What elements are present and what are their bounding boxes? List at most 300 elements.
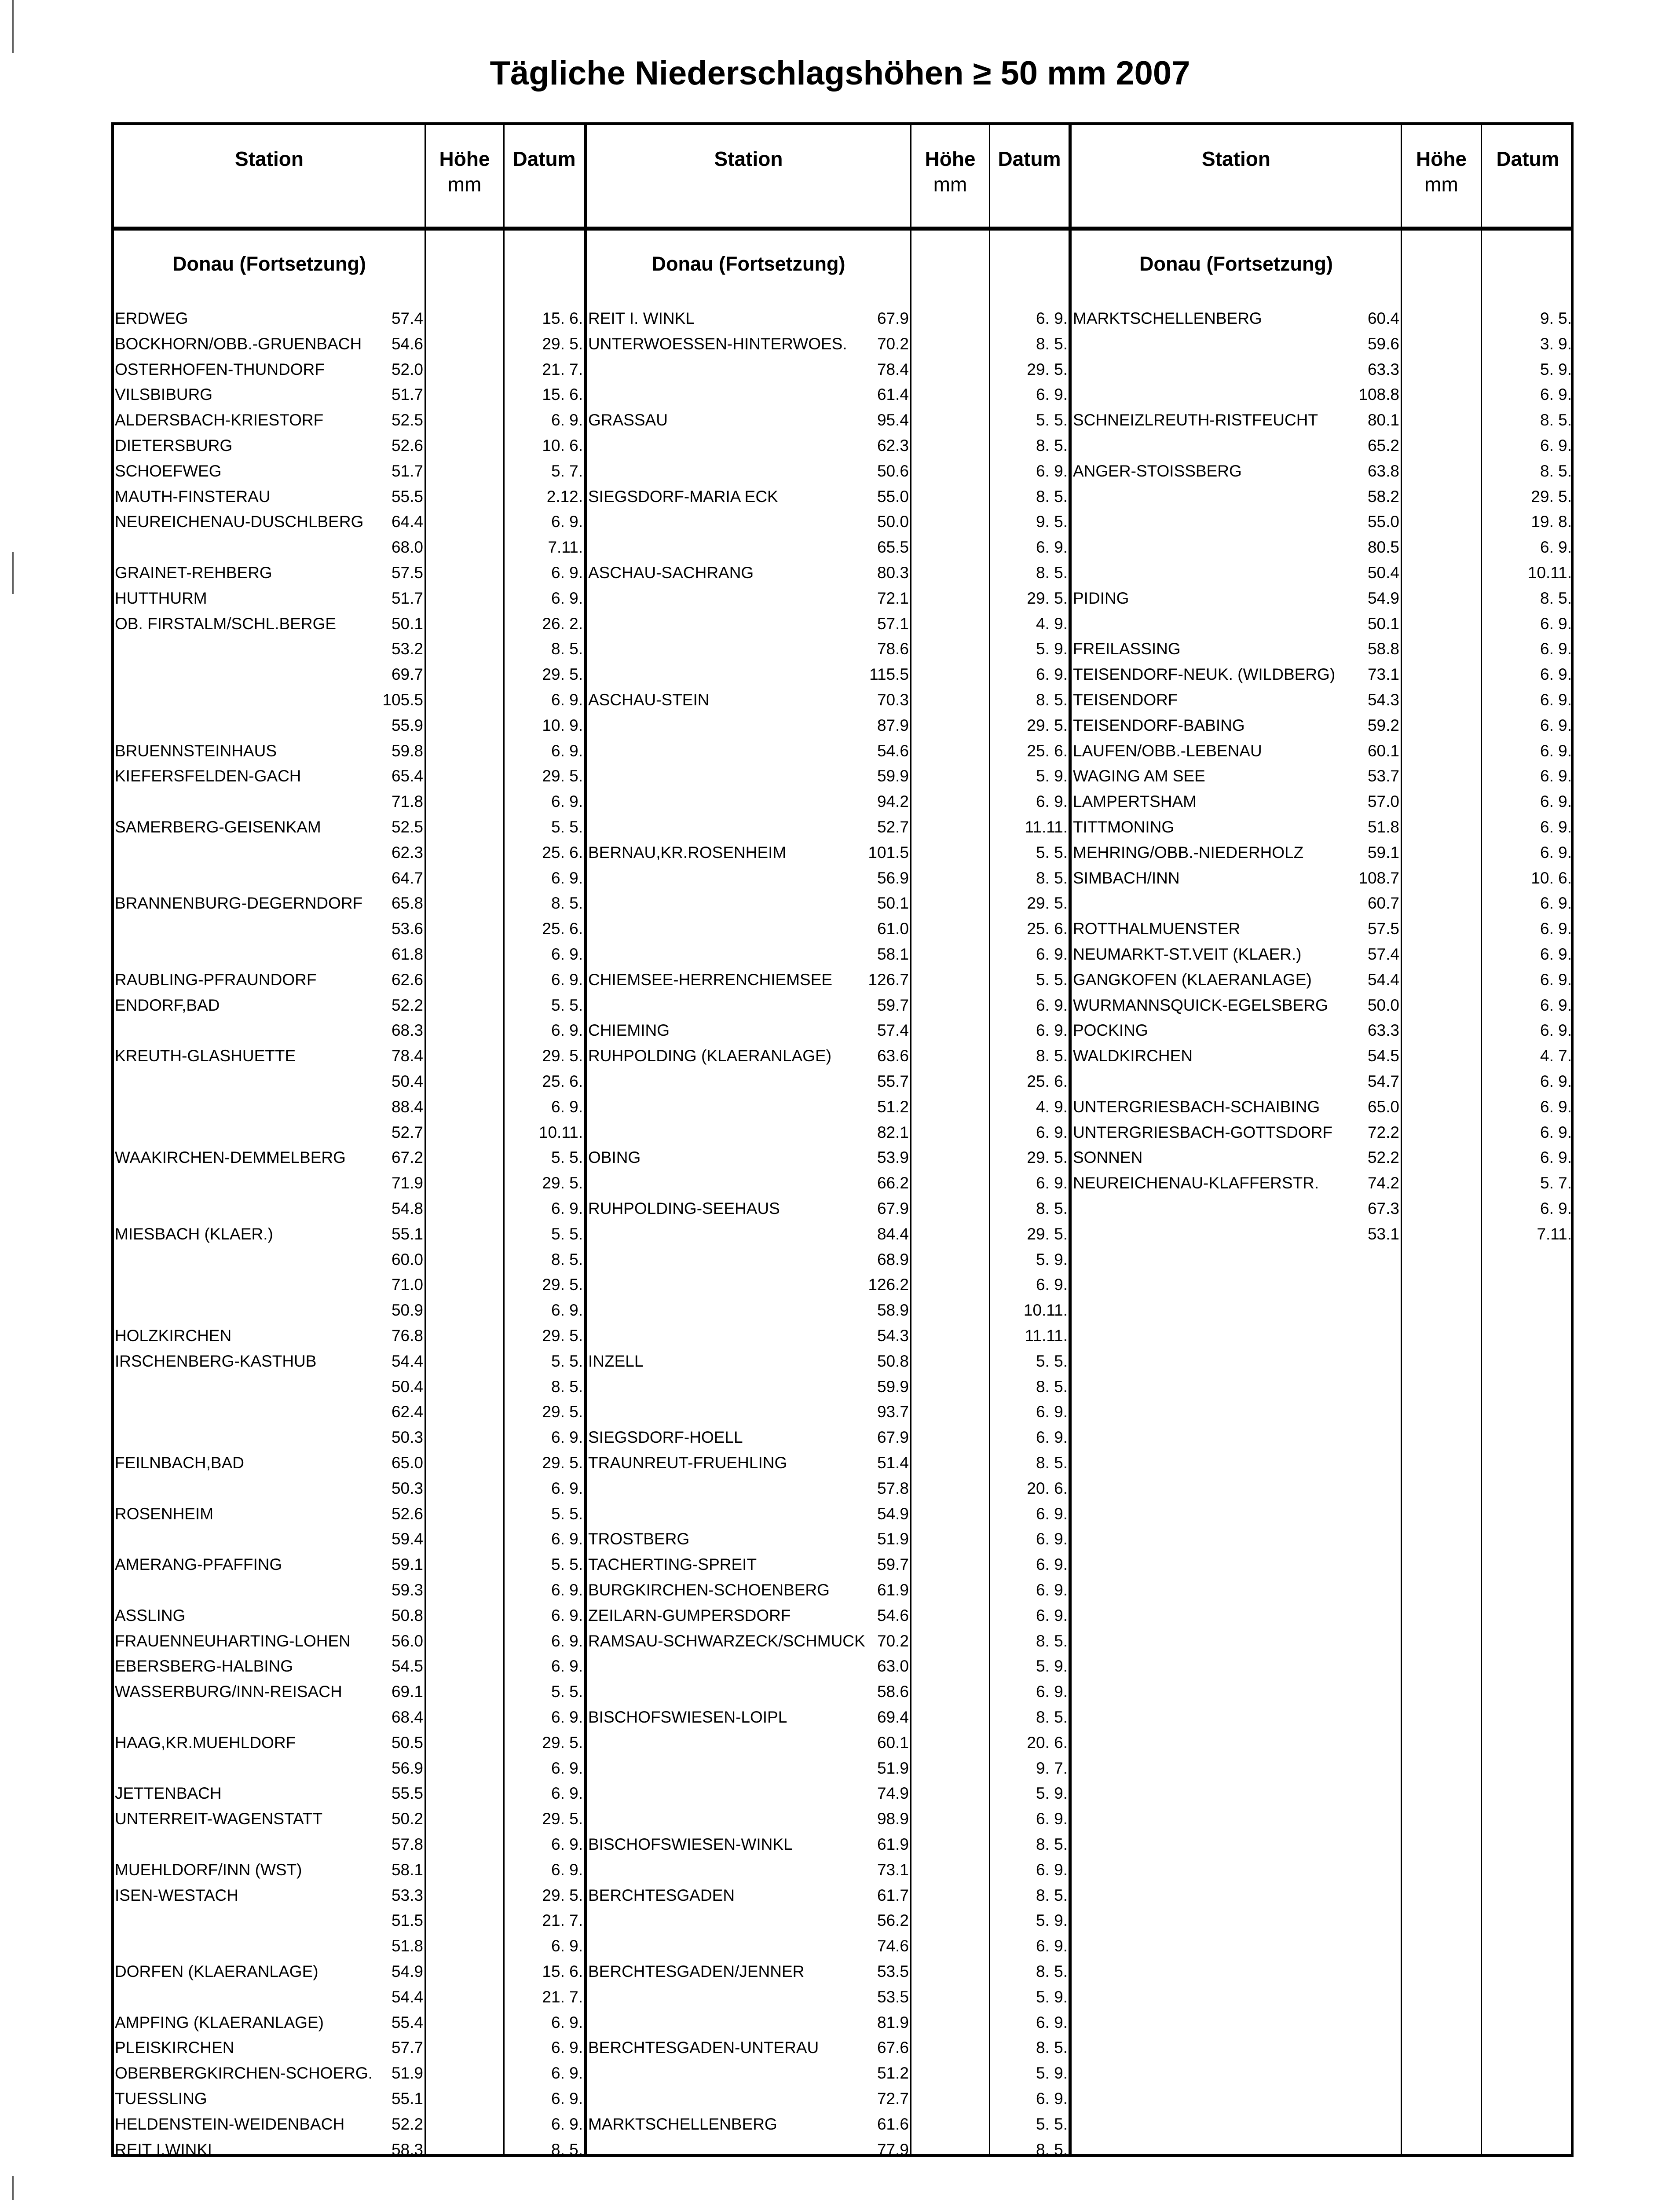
date: 5. 9. [1036, 1987, 1068, 2006]
station-name: BRUENNSTEINHAUS [115, 741, 277, 760]
precip-height: 87.9 [877, 716, 909, 734]
date: 6. 9. [1540, 1072, 1572, 1090]
table-row [0, 2035, 1680, 2061]
date: 29. 5. [542, 1886, 583, 1904]
date: 4. 9. [1036, 1097, 1068, 1116]
precip-height: 57.4 [877, 1021, 909, 1040]
precip-height: 58.6 [877, 1683, 909, 1701]
date: 6. 9. [1540, 792, 1572, 811]
precip-height: 77.9 [877, 2140, 909, 2159]
station-name: PIDING [1073, 589, 1129, 607]
table-row [0, 1526, 1680, 1552]
scan-edge-mark [12, 0, 14, 53]
table-row [0, 713, 1680, 738]
header-datum: Datum [512, 147, 576, 170]
precip-height: 51.8 [1367, 818, 1399, 836]
date: 6. 9. [1036, 1683, 1068, 1701]
precip-height: 55.7 [877, 1072, 909, 1090]
station-name: SIEGSDORF-HOELL [588, 1428, 743, 1447]
date: 5. 7. [1540, 1174, 1572, 1192]
precip-height: 69.1 [391, 1683, 423, 1701]
precip-height: 51.7 [391, 462, 423, 480]
precip-height: 78.6 [877, 640, 909, 658]
date: 6. 9. [551, 1530, 583, 1548]
date: 8. 5. [1036, 2039, 1068, 2057]
date: 6. 9. [1036, 1403, 1068, 1421]
date: 6. 9. [1540, 665, 1572, 684]
precip-height: 54.7 [1367, 1072, 1399, 1090]
precip-height: 50.3 [391, 1428, 423, 1447]
date: 8. 5. [551, 1377, 583, 1396]
station-name: NEUREICHENAU-DUSCHLBERG [115, 513, 364, 531]
date: 6. 9. [1036, 1606, 1068, 1624]
date: 6. 9. [1540, 996, 1572, 1014]
precip-height: 50.3 [391, 1479, 423, 1497]
date: 6. 9. [551, 589, 583, 607]
precip-height: 60.1 [877, 1733, 909, 1752]
table-row [0, 1577, 1680, 1603]
precip-height: 54.6 [877, 741, 909, 760]
header-hoehe: Höhe mm [439, 147, 490, 196]
table-row [0, 1196, 1680, 1221]
precip-height: 51.7 [391, 385, 423, 404]
precip-height: 74.6 [877, 1937, 909, 1955]
precip-height: 61.4 [877, 385, 909, 404]
station-name: GRAINET-REHBERG [115, 564, 272, 582]
precip-height: 126.2 [868, 1276, 909, 1294]
precip-height: 51.9 [877, 1530, 909, 1548]
date: 20. 6. [1027, 1733, 1068, 1752]
precip-height: 63.0 [877, 1657, 909, 1676]
header-station: Station [1202, 147, 1270, 170]
table-row [0, 662, 1680, 687]
station-name: OSTERHOFEN-THUNDORF [115, 360, 325, 378]
date: 10. 9. [542, 716, 583, 734]
table-row [0, 331, 1680, 357]
precip-height: 58.1 [877, 945, 909, 963]
precip-height: 51.8 [391, 1937, 423, 1955]
precip-height: 82.1 [877, 1123, 909, 1141]
precip-height: 50.4 [1367, 564, 1399, 582]
precip-height: 53.6 [391, 920, 423, 938]
date: 6. 9. [551, 691, 583, 709]
date: 6. 9. [1036, 1021, 1068, 1040]
station-name: RUHPOLDING (KLAERANLAGE) [588, 1047, 832, 1065]
precip-height: 54.9 [1367, 589, 1399, 607]
date: 25. 6. [1027, 920, 1068, 938]
station-name: TRAUNREUT-FRUEHLING [588, 1454, 787, 1472]
precip-height: 58.1 [391, 1860, 423, 1879]
date: 6. 9. [551, 1860, 583, 1879]
precip-height: 59.8 [391, 741, 423, 760]
station-name: SCHNEIZLREUTH-RISTFEUCHT [1073, 411, 1318, 429]
precip-height: 71.0 [391, 1276, 423, 1294]
table-row [0, 1628, 1680, 1654]
table-row [0, 1272, 1680, 1298]
precip-height: 70.2 [877, 1632, 909, 1650]
date: 6. 9. [1540, 767, 1572, 785]
table-row [0, 2137, 1680, 2163]
date: 8. 5. [1036, 487, 1068, 506]
precip-height: 51.2 [877, 2064, 909, 2083]
precip-height: 65.5 [877, 538, 909, 557]
date: 6. 9. [1540, 640, 1572, 658]
date: 6. 9. [1036, 1276, 1068, 1294]
table-row [0, 1959, 1680, 1984]
date: 29. 5. [1027, 1148, 1068, 1167]
table-row [0, 891, 1680, 916]
precip-height: 62.6 [391, 970, 423, 989]
station-name: BISCHOFSWIESEN-LOIPL [588, 1708, 787, 1726]
table-row [0, 2061, 1680, 2086]
precip-height: 101.5 [868, 843, 909, 862]
precip-height: 59.9 [877, 767, 909, 785]
station-name: BERCHTESGADEN-UNTERAU [588, 2039, 819, 2057]
table-row [0, 1679, 1680, 1705]
station-name: BURGKIRCHEN-SCHOENBERG [588, 1581, 830, 1599]
header-datum: Datum [1496, 147, 1559, 170]
station-name: OBERBERGKIRCHEN-SCHOERG. [115, 2064, 373, 2083]
date: 6. 9. [551, 741, 583, 760]
table-row [0, 1425, 1680, 1450]
precip-height: 66.2 [877, 1174, 909, 1192]
station-name: DORFEN (KLAERANLAGE) [115, 1962, 318, 1980]
precip-height: 60.1 [1367, 741, 1399, 760]
precip-height: 67.9 [877, 1199, 909, 1217]
date: 7.11. [1537, 1225, 1572, 1243]
date: 20. 6. [1027, 1479, 1068, 1497]
precip-height: 67.6 [877, 2039, 909, 2057]
date: 29. 5. [1027, 894, 1068, 913]
date: 3. 9. [1540, 334, 1572, 353]
precip-height: 54.9 [877, 1504, 909, 1523]
station-name: AMERANG-PFAFFING [115, 1555, 282, 1574]
station-name: AMPFING (KLAERANLAGE) [115, 2013, 324, 2031]
precip-height: 54.4 [391, 1987, 423, 2006]
date: 6. 9. [1036, 996, 1068, 1014]
date: 29. 5. [542, 1403, 583, 1421]
station-name: MUEHLDORF/INN (WST) [115, 1860, 302, 1879]
date: 5. 5. [1036, 411, 1068, 429]
precip-height: 58.3 [391, 2140, 423, 2159]
station-name: ENDORF,BAD [115, 996, 220, 1014]
station-name: HOLZKIRCHEN [115, 1327, 232, 1345]
date: 6. 9. [551, 1428, 583, 1447]
station-name: WURMANNSQUICK-EGELSBERG [1073, 996, 1328, 1014]
date: 6. 9. [551, 1759, 583, 1777]
table-row [0, 763, 1680, 789]
precip-height: 53.9 [877, 1148, 909, 1167]
precip-height: 67.9 [877, 1428, 909, 1447]
date: 29. 5. [1027, 589, 1068, 607]
date: 6. 9. [551, 1581, 583, 1599]
precip-height: 98.9 [877, 1810, 909, 1828]
precip-height: 55.5 [391, 487, 423, 506]
date: 6. 9. [1036, 2090, 1068, 2108]
precip-height: 54.3 [877, 1327, 909, 1345]
precip-height: 51.9 [391, 2064, 423, 2083]
date: 6. 9. [1036, 665, 1068, 684]
station-name: OBING [588, 1148, 641, 1167]
date: 6. 9. [1036, 1530, 1068, 1548]
precip-height: 52.2 [1367, 1148, 1399, 1167]
precip-height: 59.7 [877, 996, 909, 1014]
station-name: NEUREICHENAU-KLAFFERSTR. [1073, 1174, 1319, 1192]
precip-height: 52.0 [391, 360, 423, 378]
precip-height: 57.1 [877, 614, 909, 633]
table-row [0, 1756, 1680, 1781]
table-row [0, 611, 1680, 637]
date: 5. 5. [1036, 2115, 1068, 2133]
precip-height: 80.1 [1367, 411, 1399, 429]
precip-height: 54.6 [877, 1606, 909, 1624]
precip-height: 78.4 [877, 360, 909, 378]
precip-height: 64.7 [391, 869, 423, 887]
date: 7.11. [548, 538, 583, 557]
station-name: LAMPERTSHAM [1073, 792, 1197, 811]
station-name: BERNAU,KR.ROSENHEIM [588, 843, 787, 862]
station-name: FREILASSING [1073, 640, 1181, 658]
date: 6. 9. [551, 1708, 583, 1726]
precip-height: 62.3 [877, 436, 909, 455]
date: 6. 9. [1540, 843, 1572, 862]
table-row [0, 2086, 1680, 2112]
date: 6. 9. [551, 1097, 583, 1116]
station-name: UNTERGRIESBACH-GOTTSDORF [1073, 1123, 1332, 1141]
precip-height: 108.8 [1358, 385, 1399, 404]
date: 6. 9. [551, 1301, 583, 1320]
date: 6. 9. [551, 2013, 583, 2031]
table-row [0, 2010, 1680, 2035]
station-name: KREUTH-GLASHUETTE [115, 1047, 296, 1065]
date: 5. 5. [551, 818, 583, 836]
precip-height: 59.1 [1367, 843, 1399, 862]
precip-height: 53.7 [1367, 767, 1399, 785]
precip-height: 52.2 [391, 2115, 423, 2133]
precip-height: 93.7 [877, 1403, 909, 1421]
date: 9. 7. [1036, 1759, 1068, 1777]
precip-height: 108.7 [1358, 869, 1399, 887]
date: 4. 7. [1540, 1047, 1572, 1065]
date: 8. 5. [1036, 869, 1068, 887]
date: 6. 9. [1540, 385, 1572, 404]
date: 25. 6. [1027, 1072, 1068, 1090]
precip-height: 70.3 [877, 691, 909, 709]
date: 29. 5. [542, 1454, 583, 1472]
table-row [0, 840, 1680, 865]
precip-height: 65.0 [1367, 1097, 1399, 1116]
header-station: Station [235, 147, 304, 170]
station-name: ANGER-STOISSBERG [1073, 462, 1242, 480]
station-name: POCKING [1073, 1021, 1148, 1040]
date: 8. 5. [1036, 1886, 1068, 1904]
station-name: OB. FIRSTALM/SCHL.BERGE [115, 614, 337, 633]
table-row [0, 1399, 1680, 1425]
precip-height: 88.4 [391, 1097, 423, 1116]
station-name: TACHERTING-SPREIT [588, 1555, 757, 1574]
precip-height: 55.0 [877, 487, 909, 506]
date: 5. 5. [551, 1555, 583, 1574]
date: 6. 9. [551, 1479, 583, 1497]
date: 29. 5. [1531, 487, 1572, 506]
station-name: HELDENSTEIN-WEIDENBACH [115, 2115, 345, 2133]
table-row [0, 1832, 1680, 1857]
date: 8. 5. [551, 894, 583, 913]
station-name: GANGKOFEN (KLAERANLAGE) [1073, 970, 1312, 989]
station-name: REIT I. WINKL [588, 309, 695, 327]
precip-height: 53.3 [391, 1886, 423, 1904]
precip-height: 84.4 [877, 1225, 909, 1243]
precip-height: 80.5 [1367, 538, 1399, 557]
precip-height: 58.8 [1367, 640, 1399, 658]
table-row [0, 1323, 1680, 1349]
date: 6. 9. [1540, 436, 1572, 455]
precip-height: 50.1 [877, 894, 909, 913]
precip-height: 51.5 [391, 1911, 423, 1930]
date: 21. 7. [542, 1987, 583, 2006]
precip-height: 55.1 [391, 2090, 423, 2108]
date: 6. 9. [1540, 945, 1572, 963]
date: 6. 9. [1036, 945, 1068, 963]
date: 8. 5. [1036, 1454, 1068, 1472]
precip-height: 50.1 [1367, 614, 1399, 633]
header-divider [111, 227, 1574, 231]
table-row [0, 1349, 1680, 1374]
date: 5. 9. [1036, 1784, 1068, 1803]
precip-height: 50.4 [391, 1377, 423, 1396]
precip-height: 54.5 [1367, 1047, 1399, 1065]
station-name: TUESSLING [115, 2090, 207, 2108]
date: 8. 5. [1036, 1835, 1068, 1853]
station-name: HUTTHURM [115, 589, 207, 607]
precip-height: 59.6 [1367, 334, 1399, 353]
precip-height: 54.3 [1367, 691, 1399, 709]
precip-height: 58.9 [877, 1301, 909, 1320]
date: 9. 5. [1036, 513, 1068, 531]
precip-height: 50.5 [391, 1733, 423, 1752]
precip-height: 62.3 [391, 843, 423, 862]
station-name: UNTERREIT-WAGENSTATT [115, 1810, 323, 1828]
date: 5. 5. [1036, 1352, 1068, 1370]
date: 5. 5. [551, 1352, 583, 1370]
date: 8. 5. [551, 1250, 583, 1269]
date: 5. 5. [551, 1148, 583, 1167]
date: 26. 2. [542, 614, 583, 633]
date: 21. 7. [542, 1911, 583, 1930]
station-name: MEHRING/OBB.-NIEDERHOLZ [1073, 843, 1304, 862]
precip-height: 72.7 [877, 2090, 909, 2108]
date: 6. 9. [551, 1606, 583, 1624]
station-name: WALDKIRCHEN [1073, 1047, 1193, 1065]
table-row [0, 993, 1680, 1018]
station-name: GRASSAU [588, 411, 668, 429]
table-row [0, 433, 1680, 458]
section-heading: Donau (Fortsetzung) [652, 253, 845, 275]
date: 10.11. [1023, 1301, 1068, 1320]
date: 6. 9. [551, 1199, 583, 1217]
date: 6. 9. [1036, 1123, 1068, 1141]
station-name: BERCHTESGADEN/JENNER [588, 1962, 805, 1980]
precip-height: 55.9 [391, 716, 423, 734]
precip-height: 54.5 [391, 1657, 423, 1676]
precip-height: 52.7 [391, 1123, 423, 1141]
table-row [0, 586, 1680, 611]
precip-height: 52.6 [391, 436, 423, 455]
station-name: ASCHAU-SACHRANG [588, 564, 754, 582]
station-name: WAGING AM SEE [1073, 767, 1205, 785]
date: 6. 9. [1036, 1174, 1068, 1192]
date: 29. 5. [542, 1047, 583, 1065]
precip-height: 61.7 [877, 1886, 909, 1904]
table-row [0, 1984, 1680, 2010]
precip-height: 55.0 [1367, 513, 1399, 531]
table-row [0, 1120, 1680, 1145]
date: 11.11. [1025, 818, 1068, 836]
precip-height: 70.2 [877, 334, 909, 353]
station-name: RUHPOLDING-SEEHAUS [588, 1199, 780, 1217]
station-name: BERCHTESGADEN [588, 1886, 735, 1904]
table-row [0, 1781, 1680, 1806]
precip-height: 65.0 [391, 1454, 423, 1472]
precip-height: 54.8 [391, 1199, 423, 1217]
table-row [0, 1501, 1680, 1527]
precip-height: 51.7 [391, 589, 423, 607]
precip-height: 63.3 [1367, 1021, 1399, 1040]
precip-height: 71.9 [391, 1174, 423, 1192]
table-row [0, 1145, 1680, 1170]
date: 6. 9. [1036, 792, 1068, 811]
station-name: TEISENDORF-BABING [1073, 716, 1245, 734]
precip-height: 65.2 [1367, 436, 1399, 455]
precip-height: 53.5 [877, 1987, 909, 2006]
date: 2.12. [546, 487, 583, 506]
date: 15. 6. [542, 385, 583, 404]
table-row [0, 1705, 1680, 1730]
date: 6. 9. [1036, 385, 1068, 404]
precip-height: 64.4 [391, 513, 423, 531]
table-row [0, 814, 1680, 840]
precip-height: 76.8 [391, 1327, 423, 1345]
precip-height: 60.7 [1367, 894, 1399, 913]
station-name: ROTTHALMUENSTER [1073, 920, 1241, 938]
precip-height: 78.4 [391, 1047, 423, 1065]
station-name: FRAUENNEUHARTING-LOHEN [115, 1632, 351, 1650]
precip-height: 56.9 [877, 869, 909, 887]
date: 8. 5. [1540, 462, 1572, 480]
table-row [0, 916, 1680, 942]
date: 6. 9. [1036, 462, 1068, 480]
date: 8. 5. [1036, 436, 1068, 455]
date: 6. 9. [1540, 1021, 1572, 1040]
station-name: REIT I.WINKL [115, 2140, 217, 2159]
precip-height: 62.4 [391, 1403, 423, 1421]
date: 6. 9. [551, 1657, 583, 1676]
precip-height: 73.1 [1367, 665, 1399, 684]
date: 6. 9. [1540, 741, 1572, 760]
station-name: FEILNBACH,BAD [115, 1454, 245, 1472]
date: 15. 6. [542, 1962, 583, 1980]
date: 5. 7. [551, 462, 583, 480]
precip-height: 56.0 [391, 1632, 423, 1650]
station-name: CHIEMING [588, 1021, 670, 1040]
precip-height: 59.1 [391, 1555, 423, 1574]
date: 8. 5. [1540, 589, 1572, 607]
table-row [0, 1094, 1680, 1120]
date: 6. 9. [1540, 1097, 1572, 1116]
date: 6. 9. [551, 411, 583, 429]
table-row [0, 1298, 1680, 1323]
precip-height: 50.0 [877, 513, 909, 531]
